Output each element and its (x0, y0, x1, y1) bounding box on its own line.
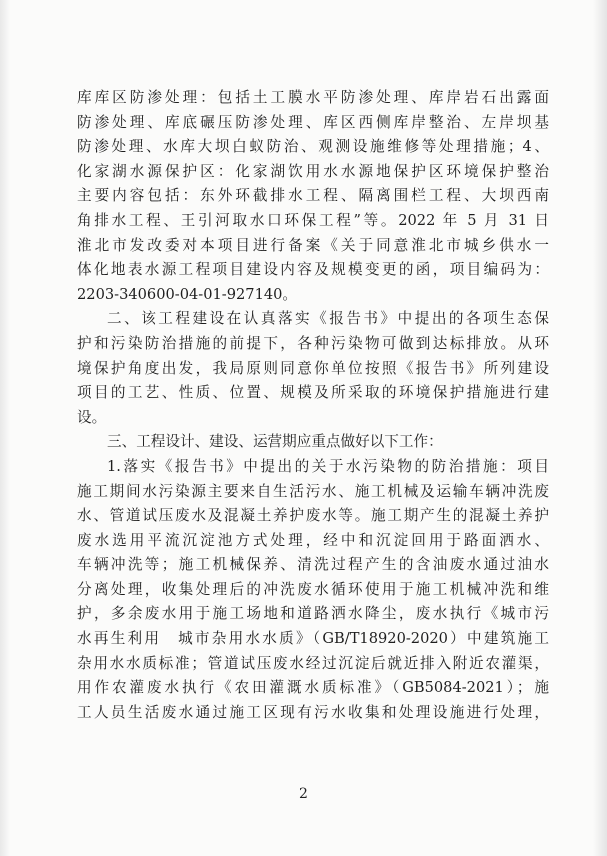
text-line: 二、该工程建设在认真落实《报告书》中提出的各项生态保 (107, 310, 549, 328)
text-line: 角排水工程、王引河取水口环保工程”等。2022 年 5 月 31 日 (77, 211, 549, 229)
text-line: 三、工程设计、建设、运营期应重点做好以下工作： (107, 433, 443, 451)
text-line: 体化地表水源工程项目建设内容及规模变更的函，项目编码为： (77, 261, 549, 279)
text-line: 化家湖水源保护区：化家湖饮用水水源地保护区环境保护整治 (77, 162, 549, 180)
text-line: 施工期间水污染源主要来自生活污水、施工机械及运输车辆冲洗废 (77, 482, 549, 500)
text-line: 护和污染防治措施的前提下，各种污染物可做到达标排放。从环 (77, 334, 549, 352)
text-line: 防渗处理、水库大坝白蚁防治、观测设施维修等处理措施；4、 (77, 138, 549, 156)
text-line: 分离处理，收集处理后的冲洗废水循环使用于施工机械冲洗和维 (77, 580, 549, 598)
text-line: 境保护角度出发，我局原则同意你单位按照《报告书》所列建设 (77, 359, 549, 377)
text-line: 杂用水水质标准；管道试压废水经过沉淀后就近排入附近农灌渠， (77, 654, 549, 672)
text-line: 护，多余废水用于施工场地和道路洒水降尘，废水执行《城市污 (77, 605, 549, 623)
text-line: 用作农灌废水执行《农田灌溉水质标准》（GB5084-2021）；施 (77, 679, 549, 697)
text-line: 防渗处理、库底碾压防渗处理、库区西侧库岸整治、左岸坝基 (77, 113, 549, 131)
page-number: 2 (299, 786, 308, 802)
text-line: 主要内容包括：东外环截排水工程、隔离围栏工程、大坝西南 (77, 187, 549, 205)
text-line: 设。 (77, 408, 107, 426)
text-line: 水、管道试压废水及混凝土养护废水等。施工期产生的混凝土养护 (77, 507, 549, 525)
text-line: 项目的工艺、性质、位置、规模及所采取的环境保护措施进行建 (77, 384, 549, 402)
text-line: 水再生利用 城市杂用水水质》（GB/T18920-2020）中建筑施工 (77, 630, 549, 648)
body-text (77, 86, 549, 725)
text-line: 工人员生活废水通过施工区现有污水收集和处理设施进行处理， (77, 703, 549, 721)
text-line: 车辆冲洗等；施工机械保养、清洗过程产生的含油废水通过油水 (77, 556, 549, 574)
text-line: 废水选用平流沉淀池方式处理，经中和沉淀回用于路面洒水、 (77, 531, 549, 549)
text-line: 淮北市发改委对本项目进行备案《关于同意淮北市城乡供水一 (77, 236, 549, 254)
scan-edge-left (0, 0, 10, 856)
text-line: 1.落实《报告书》中提出的关于水污染物的防治措施：项目 (107, 457, 549, 475)
text-line: 2203-340600-04-01-927140。 (77, 285, 298, 303)
scan-edge-right (593, 0, 607, 856)
text-line: 库库区防渗处理：包括土工膜水平防渗处理、库岸岩石出露面 (77, 89, 549, 106)
